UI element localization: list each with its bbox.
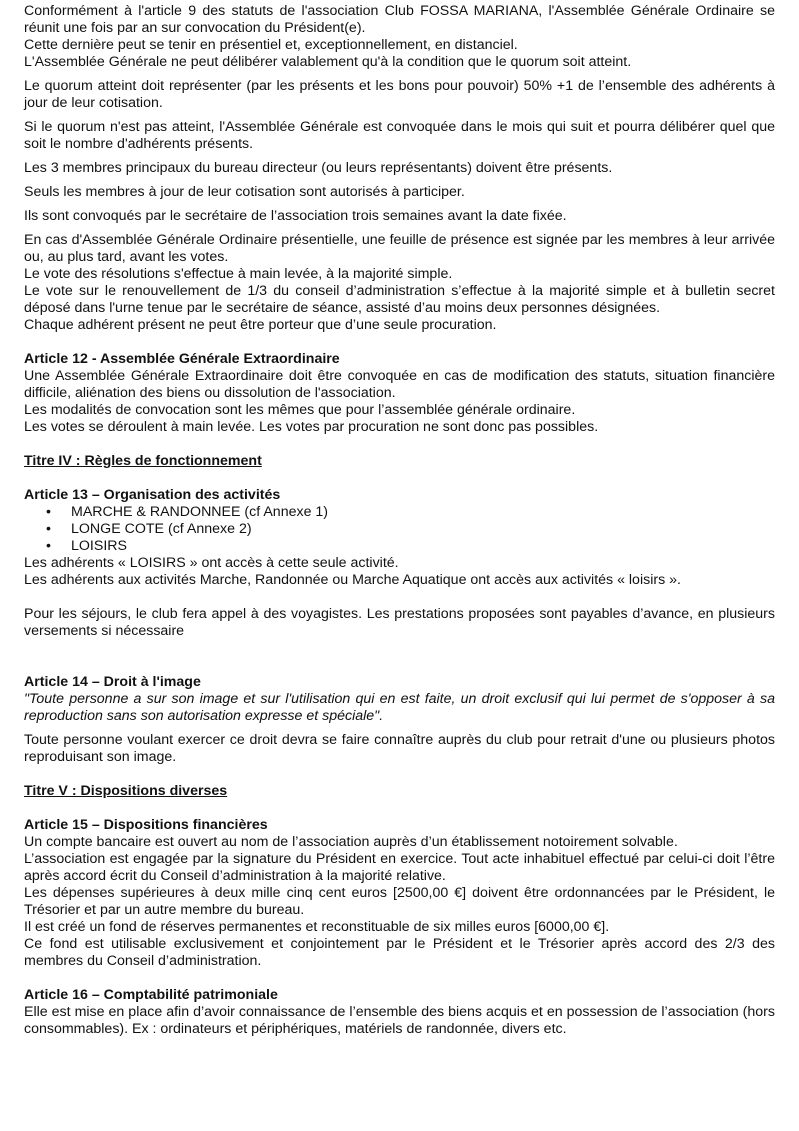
intro-paragraph-7 (24, 232, 775, 334)
titre-iv-heading: Titre IV : Règles de fonctionnement (24, 453, 262, 469)
intro-paragraph-2: Le quorum atteint doit représenter (par les présents et les bons pour pouvoir) 50% +1 de l’ensemble des adhérents à jour de leur cotisation. (24, 78, 775, 111)
text-line: En cas d'Assemblée Générale Ordinaire présentielle, une feuille de présence est signée par les membres à leur arrivée ou, au plus tard, avant les votes. (24, 232, 775, 265)
article-16-heading: Article 16 – Comptabilité patrimoniale (24, 987, 278, 1003)
text-line: Les adhérents aux activités Marche, Randonnée ou Marche Aquatique ont accès aux activités « loisirs ». (24, 572, 681, 588)
article-15-heading: Article 15 – Dispositions financières (24, 817, 268, 833)
list-item-text: MARCHE & RANDONNEE (cf Annexe 1) (71, 504, 329, 520)
text-line: Chaque adhérent présent ne peut être porteur que d’une seule procuration. (24, 317, 497, 333)
text-line: Ce fond est utilisable exclusivement et conjointement par le Président et le Trésorier après accord des 2/3 des membres du Conseil d’administration. (24, 936, 775, 969)
text-line: Cette dernière peut se tenir en présentiel et, exceptionnellement, en distanciel. (24, 37, 518, 53)
article-13-heading: Article 13 – Organisation des activités (24, 487, 281, 503)
article-16-body: Elle est mise en place afin d’avoir connaissance de l’ensemble des biens acquis et en possession de l’association (hors consommables). Ex : ordinateurs et périphériques, matériels de randonnée, divers etc. (24, 1004, 775, 1037)
text-line: Une Assemblée Générale Extraordinaire doit être convoquée en cas de modification des statuts, situation financière difficile, aliénation des biens ou dissolution de l'association. (24, 368, 775, 401)
intro-paragraph-4: Les 3 membres principaux du bureau directeur (ou leurs représentants) doivent être présents. (24, 160, 613, 176)
text-line: Les votes se déroulent à main levée. Les votes par procuration ne sont donc pas possibles. (24, 419, 599, 435)
article-12-body (24, 368, 775, 436)
text-line: Conformément à l'article 9 des statuts de l'association Club FOSSA MARIANA, l'Assemblée Générale Ordinaire se réunit une fois par an sur convocation du Président(e). (24, 3, 775, 36)
list-item (46, 538, 775, 555)
text-line: L'Assemblée Générale ne peut délibérer valablement qu'à la condition que le quorum soit atteint. (24, 54, 632, 70)
text-line: Le vote des résolutions s'effectue à main levée, à la majorité simple. (24, 266, 453, 282)
text-line: Les dépenses supérieures à deux mille cinq cent euros [2500,00 €] doivent être ordonnancées par le Président, le Trésorier et par un autre membre du bureau. (24, 885, 775, 918)
bullet-glyph: • (46, 538, 51, 554)
text-line: Un compte bancaire est ouvert au nom de l’association auprès d’un établissement notoirement solvable. (24, 834, 678, 850)
article-14-quote: "Toute personne a sur son image et sur l'utilisation qui en est faite, un droit exclusif qui lui permet de s'opposer à sa reproduction sans son autorisation expresse et spéciale". (24, 691, 775, 724)
list-item-text: LONGE COTE (cf Annexe 2) (71, 521, 252, 537)
text-line: Les adhérents « LOISIRS » ont accès à cette seule activité. (24, 555, 399, 571)
intro-paragraph-3: Si le quorum n'est pas atteint, l'Assemblée Générale est convoquée dans le mois qui suit et pourra délibérer quel que soit le nombre d'adhérents présents. (24, 119, 775, 152)
article-15-body (24, 834, 775, 970)
article-14-heading: Article 14 – Droit à l'image (24, 674, 201, 690)
list-item (46, 521, 775, 538)
text-line: Il est créé un fond de réserves permanentes et reconstituable de six milles euros [6000,00 €]. (24, 919, 610, 935)
text-line: L’association est engagée par la signature du Président en exercice. Tout acte inhabituel effectué par celui-ci doit l’être après accord écrit du Conseil d’administration à la majorité relative. (24, 851, 775, 884)
text-line: Le vote sur le renouvellement de 1/3 du conseil d’administration s’effectue à la majorité simple et à bulletin secret déposé dans l'urne tenue par le secrétaire de séance, assisté d’au moins deux personnes désignées. (24, 283, 775, 316)
intro-paragraph-1 (24, 3, 775, 71)
article-14-body: Toute personne voulant exercer ce droit devra se faire connaître auprès du club pour retrait d'une ou plusieurs photos reproduisant son image. (24, 732, 775, 765)
intro-paragraph-5: Seuls les membres à jour de leur cotisation sont autorisés à participer. (24, 184, 465, 200)
titre-v-heading: Titre V : Dispositions diverses (24, 783, 228, 799)
text-line: Les modalités de convocation sont les mêmes que pour l’assemblée générale ordinaire. (24, 402, 576, 418)
list-item (46, 504, 775, 521)
intro-paragraph-6: Ils sont convoqués par le secrétaire de l’association trois semaines avant la date fixée. (24, 208, 567, 224)
bullet-glyph: • (46, 504, 51, 520)
article-13-body (24, 555, 775, 589)
list-item-text: LOISIRS (71, 538, 127, 554)
activities-list (24, 504, 775, 555)
article-13-sejours: Pour les séjours, le club fera appel à des voyagistes. Les prestations proposées sont payables d’avance, en plusieurs versements si nécessaire (24, 606, 775, 639)
bullet-glyph: • (46, 521, 51, 537)
article-12-heading: Article 12 - Assemblée Générale Extraordinaire (24, 351, 340, 367)
